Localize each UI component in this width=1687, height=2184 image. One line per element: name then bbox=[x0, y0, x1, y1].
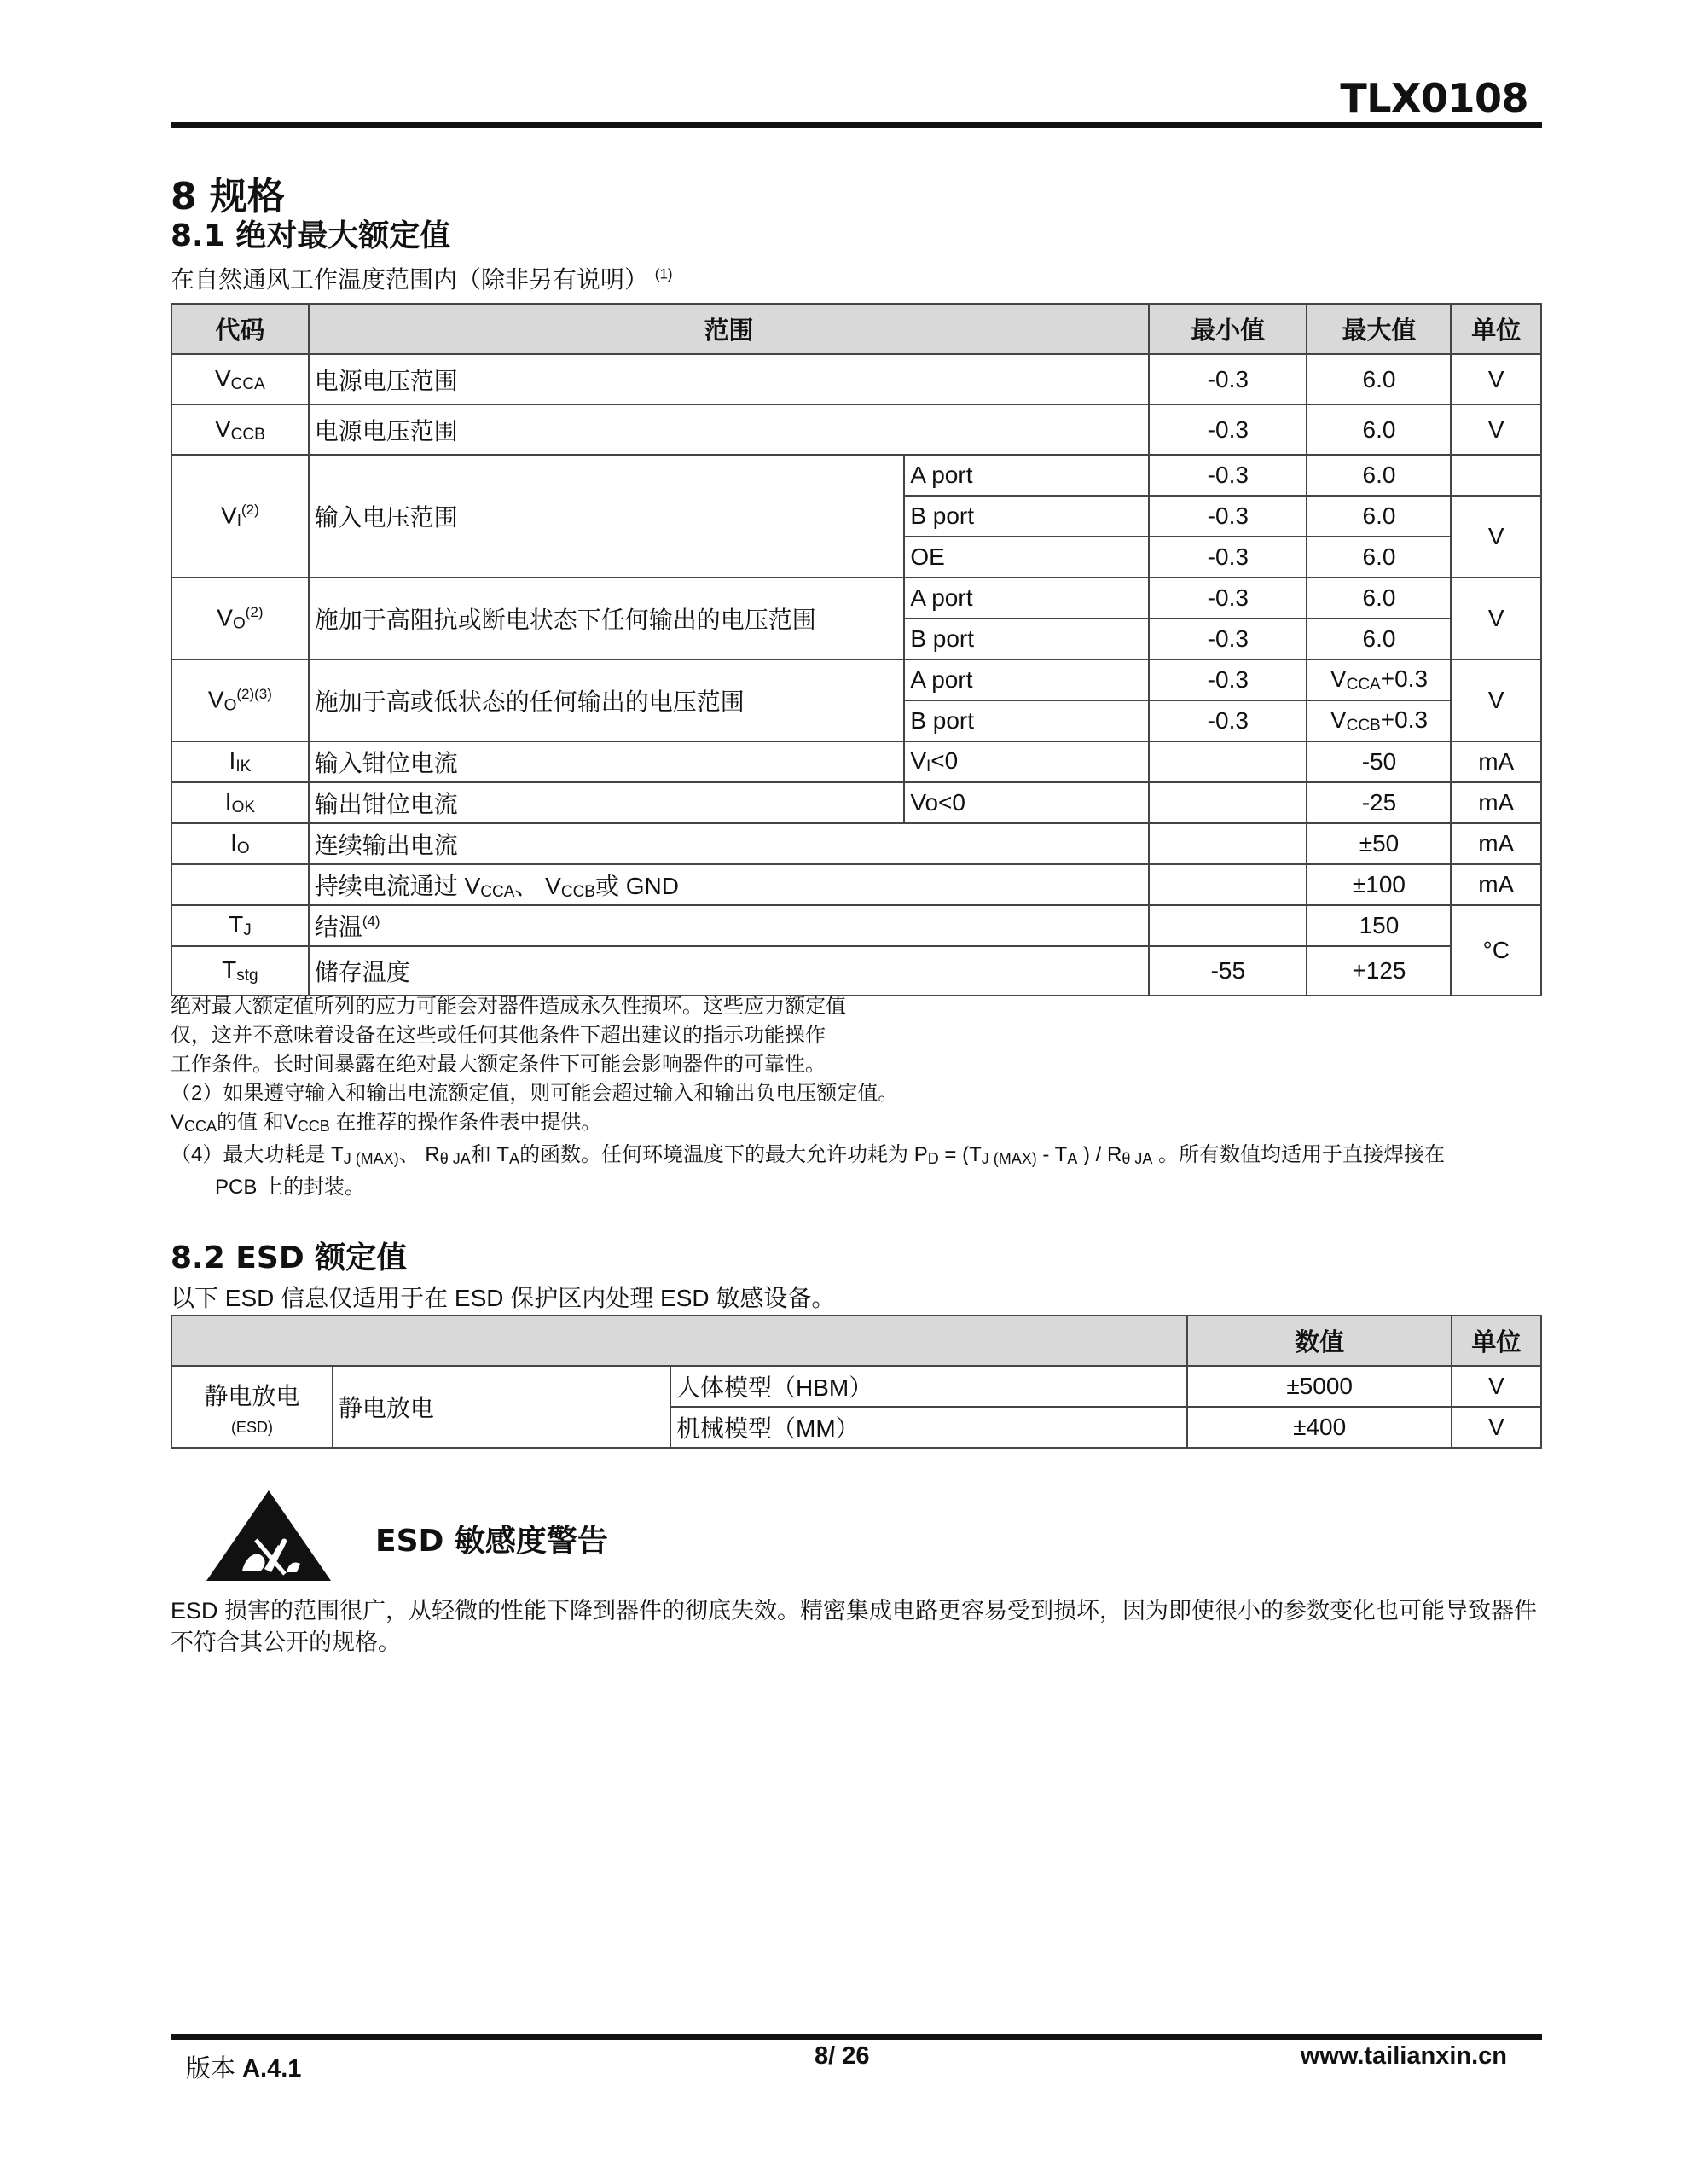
table-row bbox=[171, 354, 1541, 404]
note-4-line2: PCB 上的封装。 bbox=[215, 1176, 366, 1199]
table-cell: 电源电压范围 bbox=[309, 354, 1149, 404]
table-cell: mA bbox=[1451, 782, 1541, 823]
table-row bbox=[171, 741, 1541, 782]
table-cell: +125 bbox=[1307, 946, 1451, 996]
table-cell: $I_{OK}$ bbox=[171, 782, 309, 823]
esd-warning-text: ESD 损害的范围很广，从轻微的性能下降到器件的彻底失效。精密集成电路更容易受到损坏，因为即使很小的参数变化也可能导致器件不符合其公开的规格。 bbox=[171, 1598, 1538, 1655]
table-cell: 6.0 bbox=[1307, 455, 1451, 496]
table-cell bbox=[1451, 455, 1541, 496]
table-cell: 施加于高或低状态的任何输出的电压范围 bbox=[309, 659, 905, 741]
table-row bbox=[171, 864, 1541, 905]
table-cell: A port bbox=[904, 455, 1149, 496]
table-cell: -0.3 bbox=[1149, 578, 1307, 619]
table-cell: ±100 bbox=[1307, 864, 1451, 905]
table-cell: 结温$^{(4)}$ bbox=[309, 905, 1149, 946]
table-row bbox=[171, 1366, 1541, 1407]
table-cell: ±400 bbox=[1187, 1407, 1451, 1448]
note-4: （4）最大功耗是 $T_{J (MAX)}$、 $R_{\theta JA}$和 $T_A$的函数。任何环境温度下的最大允许功耗为 $P_D = (T_{J (MAX)} - T_A$ ) / $R_{\theta JA}$ 。所有数值均适用于直接焊接在 bbox=[171, 1143, 1446, 1167]
col-min: 最小值 bbox=[1149, 304, 1307, 354]
table-cell: 静电放电 (ESD) bbox=[171, 1366, 333, 1448]
table-cell: B port bbox=[904, 700, 1149, 741]
table-row bbox=[171, 823, 1541, 864]
table-cell: V bbox=[1451, 578, 1541, 659]
table-cell bbox=[171, 864, 309, 905]
table-cell: mA bbox=[1451, 864, 1541, 905]
table-cell: -0.3 bbox=[1149, 496, 1307, 537]
col-unit: 单位 bbox=[1451, 304, 1541, 354]
table-cell: -0.3 bbox=[1149, 537, 1307, 578]
table-cell: -25 bbox=[1307, 782, 1451, 823]
note-1b: 仅，这并不意味着设备在这些或任何其他条件下超出建议的指示功能操作 bbox=[171, 1024, 826, 1047]
table-cell: $V_{CCB}$ bbox=[171, 404, 309, 455]
table-cell: B port bbox=[904, 619, 1149, 659]
footer-page-number: 8/ 26 bbox=[815, 2042, 870, 2070]
table-cell: Vo<0 bbox=[904, 782, 1149, 823]
esd-warning-title: ESD 敏感度警告 bbox=[375, 1524, 608, 1559]
table-cell: mA bbox=[1451, 741, 1541, 782]
abs-max-intro: 在自然通风工作温度范围内（除非另有说明） $^{(1)}$ bbox=[171, 265, 673, 293]
col-range: 范围 bbox=[309, 304, 1149, 354]
table-header-row bbox=[171, 1316, 1541, 1366]
table-cell: 电源电压范围 bbox=[309, 404, 1149, 455]
table-cell: 6.0 bbox=[1307, 404, 1451, 455]
table-row bbox=[171, 659, 1541, 700]
table-row bbox=[171, 782, 1541, 823]
table-cell: V bbox=[1451, 496, 1541, 578]
table-cell bbox=[1149, 823, 1307, 864]
col-max: 最大值 bbox=[1307, 304, 1451, 354]
table-row bbox=[171, 578, 1541, 619]
table-cell bbox=[1149, 782, 1307, 823]
table-cell: 储存温度 bbox=[309, 946, 1149, 996]
footer-website[interactable]: www.tailianxin.cn bbox=[1300, 2042, 1507, 2070]
table-cell bbox=[1149, 741, 1307, 782]
table-cell: -0.3 bbox=[1149, 659, 1307, 700]
note-3: $V_{CCA}$的值 和$V_{CCB}$ 在推荐的操作条件表中提供。 bbox=[171, 1111, 602, 1135]
table-cell: 输入钳位电流 bbox=[309, 741, 905, 782]
table-cell: V bbox=[1451, 354, 1541, 404]
table-cell: -0.3 bbox=[1149, 354, 1307, 404]
section-title: 8 规格 bbox=[171, 175, 285, 218]
table-cell: $V_{CCA}+0.3$ bbox=[1307, 659, 1451, 700]
table-cell: $T_J$ bbox=[171, 905, 309, 946]
table-cell: $V_I<0$ bbox=[904, 741, 1149, 782]
table-cell: -50 bbox=[1307, 741, 1451, 782]
table-cell: $I_O$ bbox=[171, 823, 309, 864]
esd-table bbox=[171, 1315, 1542, 1449]
table-cell: 6.0 bbox=[1307, 619, 1451, 659]
table-cell: 6.0 bbox=[1307, 496, 1451, 537]
table-cell: V bbox=[1452, 1366, 1541, 1407]
table-cell: -0.3 bbox=[1149, 455, 1307, 496]
table-cell: -55 bbox=[1149, 946, 1307, 996]
table-cell: ±50 bbox=[1307, 823, 1451, 864]
table-cell: $V_I^{(2)}$ bbox=[171, 455, 309, 578]
header-rule bbox=[171, 122, 1542, 128]
col-value: 数值 bbox=[1187, 1316, 1451, 1366]
table-cell: B port bbox=[904, 496, 1149, 537]
table-cell: 持续电流通过 $V_{CCA}$、 $V_{CCB}$或 GND bbox=[309, 864, 1149, 905]
table-cell: °C bbox=[1451, 905, 1541, 996]
table-cell: V bbox=[1451, 659, 1541, 741]
table-cell: 6.0 bbox=[1307, 537, 1451, 578]
table-cell: V bbox=[1451, 404, 1541, 455]
table-cell: 静电放电 bbox=[333, 1366, 670, 1448]
table-cell: ±5000 bbox=[1187, 1366, 1451, 1407]
esd-intro: 以下 ESD 信息仅适用于在 ESD 保护区内处理 ESD 敏感设备。 bbox=[171, 1285, 836, 1311]
footer-version: 版本 A.4.1 bbox=[186, 2055, 302, 2082]
table-cell: V bbox=[1452, 1407, 1541, 1448]
table-cell: $I_{IK}$ bbox=[171, 741, 309, 782]
note-1a: 绝对最大额定值所列的应力可能会对器件造成永久性损坏。这些应力额定值 bbox=[171, 995, 846, 1018]
table-cell: 施加于高阻抗或断电状态下任何输出的电压范围 bbox=[309, 578, 905, 659]
table-cell: -0.3 bbox=[1149, 619, 1307, 659]
table-cell: A port bbox=[904, 659, 1149, 700]
table-cell: $V_{CCA}$ bbox=[171, 354, 309, 404]
table-cell: $V_O^{(2)}$ bbox=[171, 578, 309, 659]
table-cell: $V_O^{(2)(3)}$ bbox=[171, 659, 309, 741]
esd-warning-icon bbox=[205, 1489, 333, 1583]
table-cell: mA bbox=[1451, 823, 1541, 864]
table-row bbox=[171, 946, 1541, 996]
col-unit: 单位 bbox=[1452, 1316, 1541, 1366]
col-code: 代码 bbox=[171, 304, 309, 354]
note-1c: 工作条件。长时间暴露在绝对最大额定条件下可能会影响器件的可靠性。 bbox=[171, 1053, 826, 1076]
table-cell: 150 bbox=[1307, 905, 1451, 946]
table-row bbox=[171, 905, 1541, 946]
esd-title: 8.2 ESD 额定值 bbox=[171, 1240, 408, 1275]
table-cell: 机械模型（MM） bbox=[670, 1407, 1187, 1448]
table-cell: -0.3 bbox=[1149, 404, 1307, 455]
table-cell: A port bbox=[904, 578, 1149, 619]
footer-rule bbox=[171, 2034, 1542, 2040]
table-cell: 输入电压范围 bbox=[309, 455, 905, 578]
table-cell bbox=[1149, 905, 1307, 946]
table-notes bbox=[171, 992, 1544, 1202]
table-cell: -0.3 bbox=[1149, 700, 1307, 741]
note-2: （2）如果遵守输入和输出电流额定值，则可能会超过输入和输出负电压额定值。 bbox=[171, 1082, 899, 1105]
document-id: TLX0108 bbox=[1340, 75, 1528, 121]
table-cell bbox=[171, 1316, 1187, 1366]
table-row bbox=[171, 455, 1541, 496]
table-cell: $T_{stg}$ bbox=[171, 946, 309, 996]
table-cell: 6.0 bbox=[1307, 354, 1451, 404]
abs-max-table bbox=[171, 303, 1542, 996]
table-cell bbox=[1149, 864, 1307, 905]
table-cell: 输出钳位电流 bbox=[309, 782, 905, 823]
abs-max-title: 8.1 绝对最大额定值 bbox=[171, 218, 451, 253]
table-row bbox=[171, 404, 1541, 455]
table-cell: 6.0 bbox=[1307, 578, 1451, 619]
table-cell: OE bbox=[904, 537, 1149, 578]
table-header-row bbox=[171, 304, 1541, 354]
table-cell: 连续输出电流 bbox=[309, 823, 1149, 864]
table-cell: $V_{CCB}+0.3$ bbox=[1307, 700, 1451, 741]
table-cell: 人体模型（HBM） bbox=[670, 1366, 1187, 1407]
